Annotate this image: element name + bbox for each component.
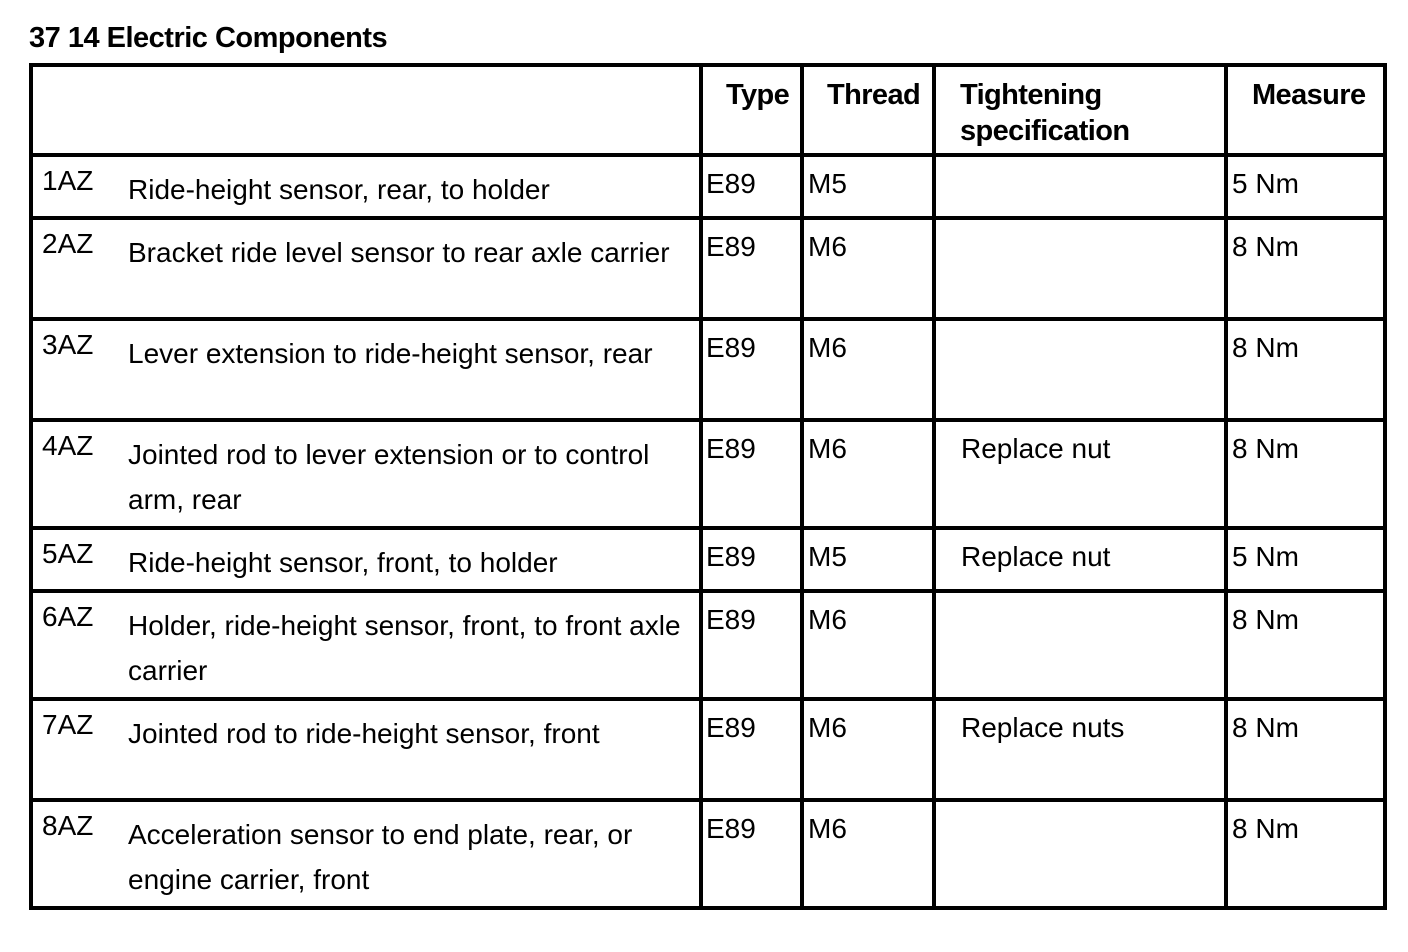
row-measure: 8 Nm xyxy=(1226,319,1385,420)
row-measure: 8 Nm xyxy=(1226,591,1385,699)
row-measure: 8 Nm xyxy=(1226,800,1385,908)
row-position: 4AZ xyxy=(42,430,94,461)
row-thread: M6 xyxy=(802,591,934,699)
row-thread: M5 xyxy=(802,155,934,218)
row-position: 8AZ xyxy=(42,810,94,841)
row-tightening xyxy=(934,319,1226,420)
row-tightening xyxy=(934,591,1226,699)
row-description: 8AZ Acceleration sensor to end plate, rear, or engine carrier, front xyxy=(31,800,701,908)
row-thread: M6 xyxy=(802,218,934,319)
row-tightening: Replace nuts xyxy=(934,699,1226,800)
row-measure: 8 Nm xyxy=(1226,420,1385,528)
row-measure: 5 Nm xyxy=(1226,528,1385,591)
table-row xyxy=(31,420,1385,528)
table-row xyxy=(31,528,1385,591)
table-row xyxy=(31,155,1385,218)
row-tightening xyxy=(934,800,1226,908)
table-row xyxy=(31,699,1385,800)
row-position: 5AZ xyxy=(42,538,94,569)
row-position: 3AZ xyxy=(42,329,94,360)
row-type: E89 xyxy=(701,800,802,908)
row-position: 6AZ xyxy=(42,601,94,632)
header-description xyxy=(31,65,701,155)
row-type: E89 xyxy=(701,591,802,699)
row-type: E89 xyxy=(701,699,802,800)
row-type: E89 xyxy=(701,420,802,528)
row-tightening xyxy=(934,155,1226,218)
row-position: 2AZ xyxy=(42,228,94,259)
row-position: 1AZ xyxy=(42,165,94,196)
table-header-row xyxy=(31,65,1385,155)
document-title: 37 14 Electric Components xyxy=(29,22,388,54)
row-tightening xyxy=(934,218,1226,319)
row-description: 5AZ Ride-height sensor, front, to holder xyxy=(31,528,701,591)
row-thread: M5 xyxy=(802,528,934,591)
row-type: E89 xyxy=(701,155,802,218)
row-description: 2AZ Bracket ride level sensor to rear axle carrier xyxy=(31,218,701,319)
header-type: Type xyxy=(701,65,802,155)
row-type: E89 xyxy=(701,528,802,591)
row-thread: M6 xyxy=(802,319,934,420)
row-measure: 8 Nm xyxy=(1226,218,1385,319)
row-description: 4AZ Jointed rod to lever extension or to control arm, rear xyxy=(31,420,701,528)
row-measure: 8 Nm xyxy=(1226,699,1385,800)
table-row xyxy=(31,591,1385,699)
row-description: 6AZ Holder, ride-height sensor, front, to front axle carrier xyxy=(31,591,701,699)
table-row xyxy=(31,800,1385,908)
row-position: 7AZ xyxy=(42,709,94,740)
row-thread: M6 xyxy=(802,420,934,528)
table-row xyxy=(31,218,1385,319)
header-thread: Thread xyxy=(802,65,934,155)
row-measure: 5 Nm xyxy=(1226,155,1385,218)
torque-spec-table xyxy=(29,63,1387,910)
row-description: 7AZ Jointed rod to ride-height sensor, front xyxy=(31,699,701,800)
row-thread: M6 xyxy=(802,800,934,908)
row-type: E89 xyxy=(701,218,802,319)
header-measure: Measure xyxy=(1226,65,1385,155)
header-tightening: Tightening specification xyxy=(934,65,1226,155)
row-tightening: Replace nut xyxy=(934,528,1226,591)
table-row xyxy=(31,319,1385,420)
row-description: 1AZ Ride-height sensor, rear, to holder xyxy=(31,155,701,218)
row-type: E89 xyxy=(701,319,802,420)
row-description: 3AZ Lever extension to ride-height sensor, rear xyxy=(31,319,701,420)
row-thread: M6 xyxy=(802,699,934,800)
row-tightening: Replace nut xyxy=(934,420,1226,528)
